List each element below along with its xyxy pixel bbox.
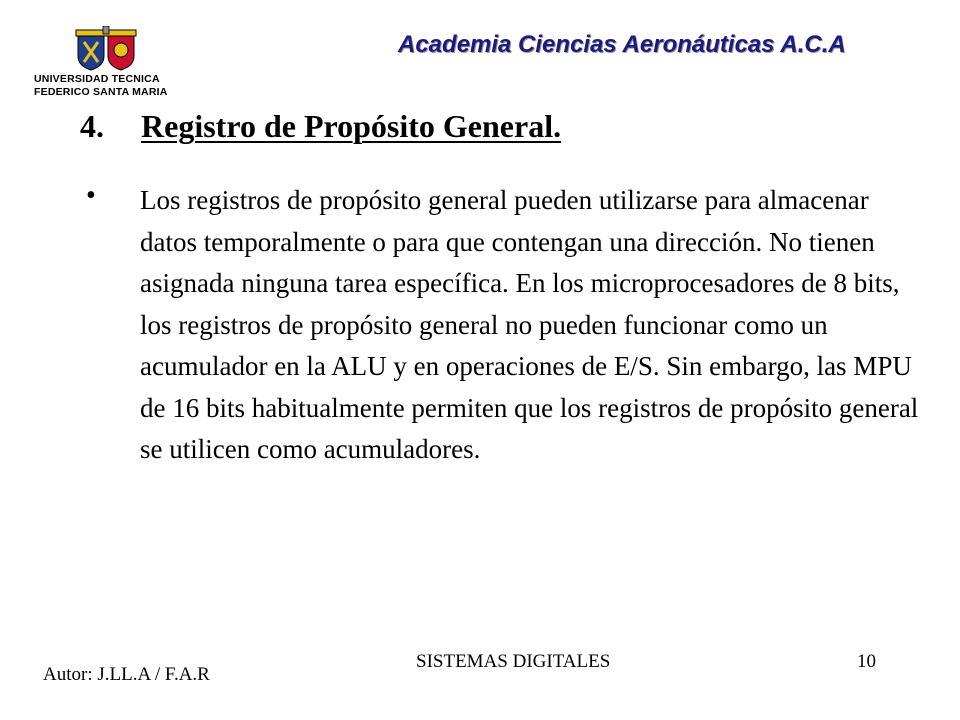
- body-paragraph: Los registros de propósito general pueden utilizarse para almacenar datos temporalmente o para que contengan una dirección. No tienen asignada ninguna tarea específica. En los microprocesadores de 8 bits, los registros de propósito general no pueden funcionar como un acumulador en la ALU y en operaciones de E/S. Sin embargo, las MPU de 16 bits habitualmente permiten que los registros de propósito general se utilicen como acumuladores.: [140, 185, 919, 464]
- academy-header: Academia Ciencias Aeronáuticas A.C.A: [398, 31, 846, 58]
- logo-text-line1: UNIVERSIDAD TECNICA: [34, 73, 160, 85]
- footer-author: Autor: J.LL.A / F.A.R: [43, 664, 210, 685]
- university-logo: [34, 26, 184, 106]
- footer-course-title: SISTEMAS DIGITALES: [416, 651, 611, 672]
- section-title: Registro de Propósito General.: [141, 108, 562, 144]
- logo-text-line2: FEDERICO SANTA MARIA: [34, 86, 168, 98]
- page-number: 10: [857, 651, 876, 672]
- section-number: 4.: [80, 108, 104, 144]
- university-crest-icon: [74, 26, 138, 72]
- bullet-icon: •: [86, 180, 96, 211]
